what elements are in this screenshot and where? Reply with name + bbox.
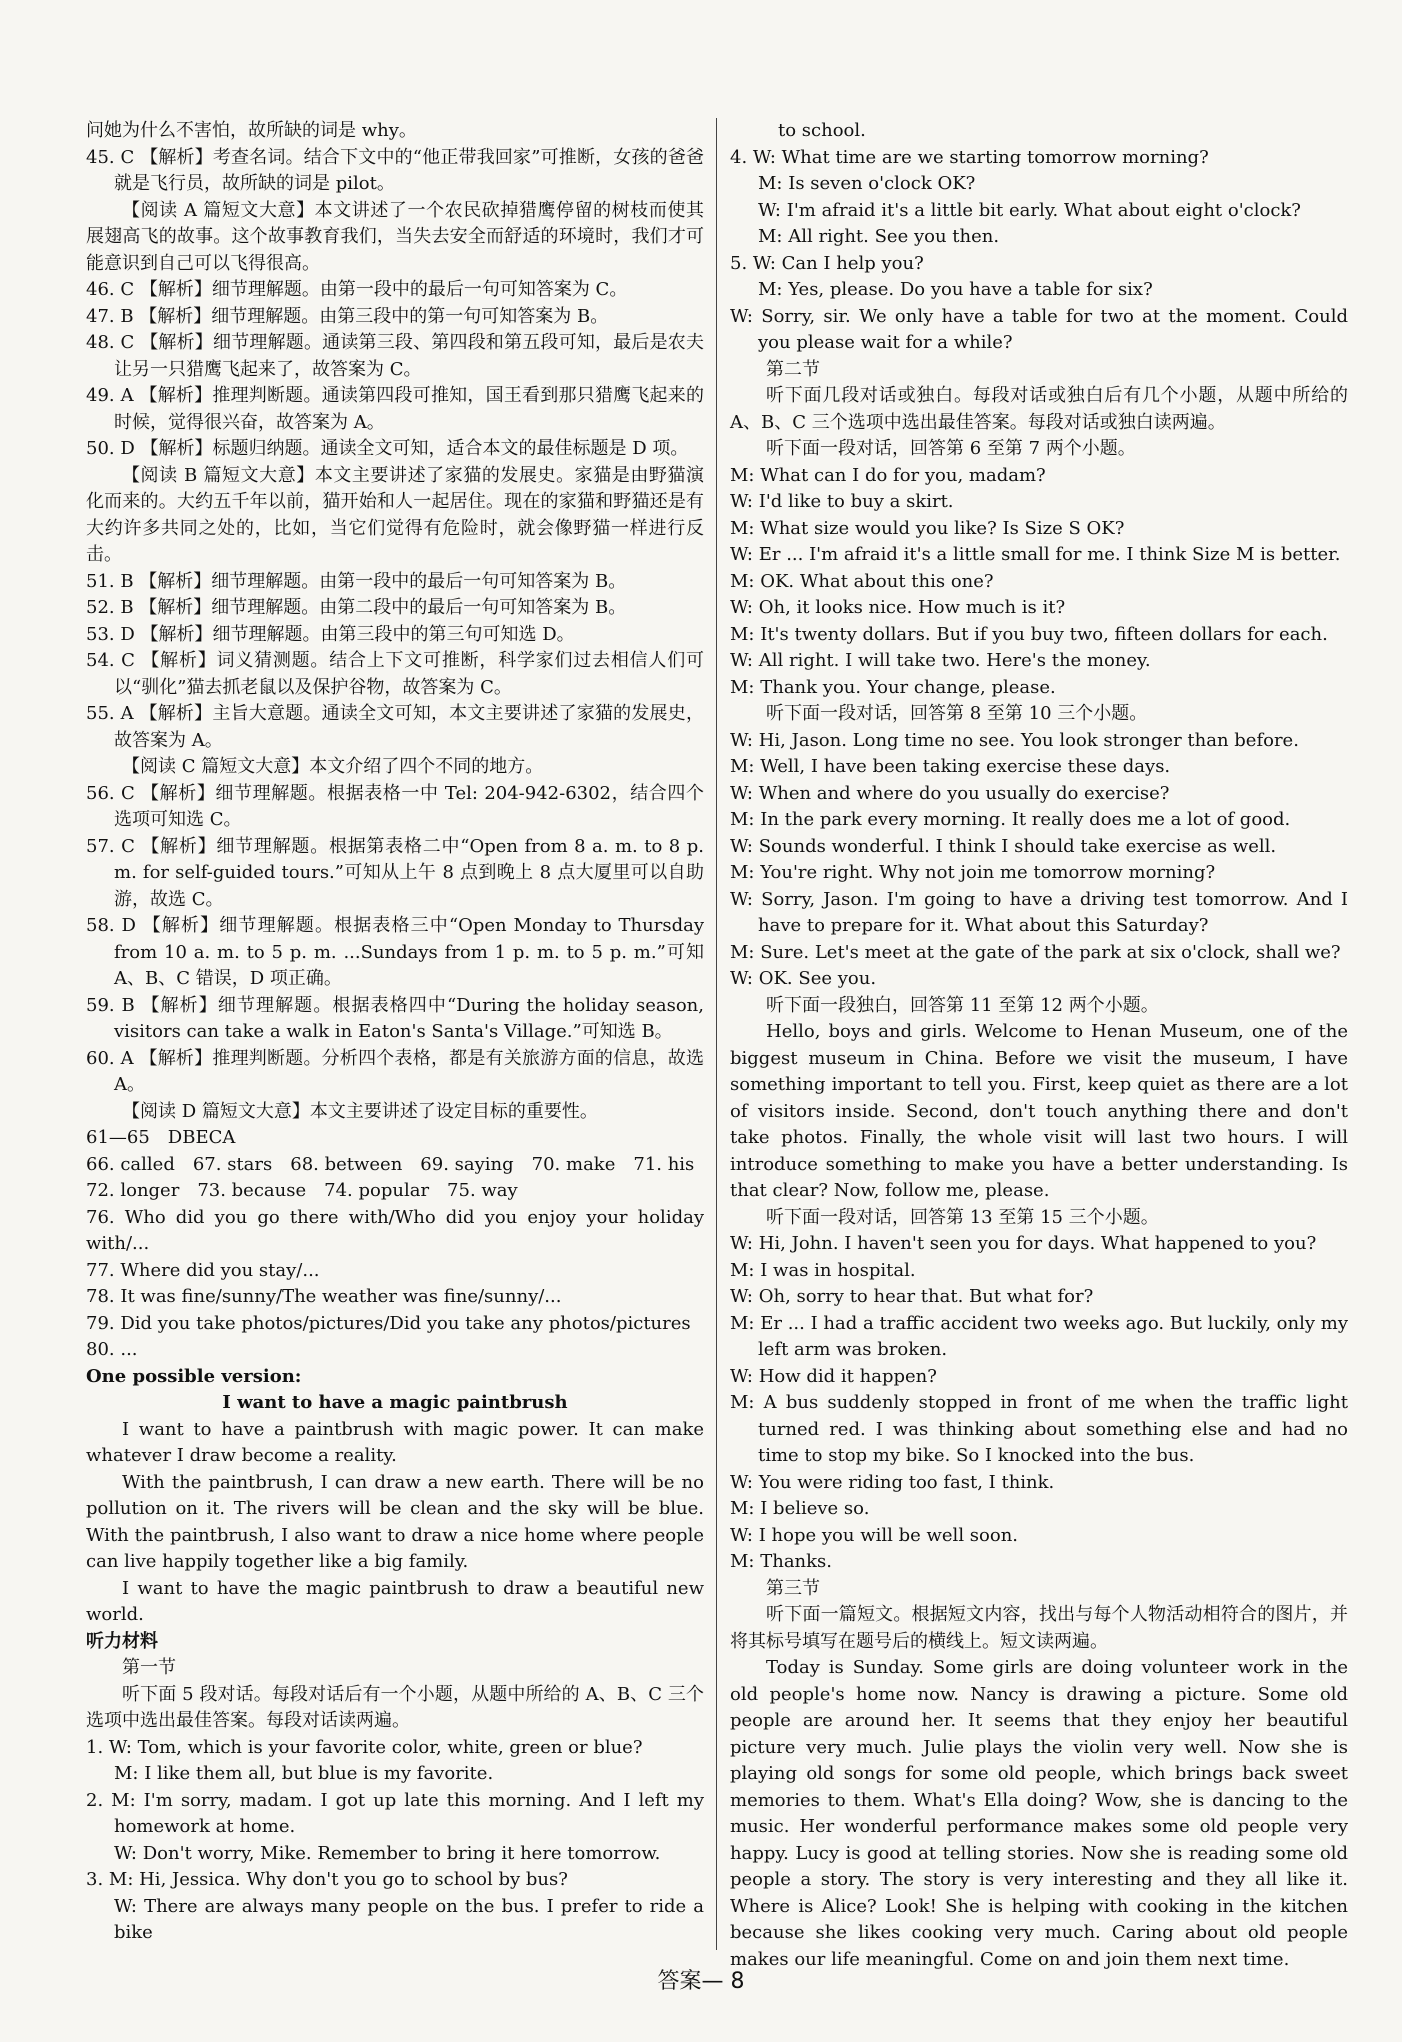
section-one-instructions: 听下面 5 段对话。每段对话后有一个小题，从题中所给的 A、B、C 三个选项中选出最佳答案。每段对话读两遍。: [86, 1683, 704, 1731]
answers-72-75: 72. longer 73. because 74. popular 75. way: [86, 1180, 518, 1201]
dialogue-line: W: You were riding too fast, I think.: [730, 1471, 1055, 1493]
essay-paragraph: I want to have the magic paintbrush to draw a beautiful new world.: [86, 1577, 704, 1625]
dialogue-line: M: Well, I have been taking exercise these days.: [730, 756, 1171, 777]
essay-paragraph: With the paintbrush, I can draw a new earth. There will be no pollution on it. The rivers will be clean and the sky will be blue. With the paintbrush, I also want to draw a nice home where people can live happily together like a big family.: [86, 1471, 704, 1572]
reading-b-summary: 【阅读 B 篇短文大意】本文主要讲述了家猫的发展史。家猫是由野猫演化而来的。大约五千年以前，猫开始和人一起居住。现在的家猫和野猫还是有大约许多共同之处的，比如，当它们觉得有危险时，就会像野猫一样进行反击。: [86, 464, 704, 565]
answer-76: 76. Who did you go there with/Who did you enjoy your holiday with/...: [86, 1206, 704, 1254]
dialogue-line: W: I hope you will be well soon.: [730, 1524, 1019, 1546]
answer-79: 79. Did you take photos/pictures/Did you take any photos/pictures: [86, 1312, 691, 1334]
section-three-heading: 第三节: [766, 1577, 820, 1599]
monologue-text: Hello, boys and girls. Welcome to Henan Museum, one of the biggest museum in China. Before we visit the museum, I have something important to tell you. First, keep quiet as there are a lot of visitors inside. Second, don't touch anything there and don't take photos. Finally, the whole visit will last two hours. I will introduce something to make you have a better understanding. Is that clear? Now, follow me, please.: [730, 1021, 1348, 1201]
dialogue-line: M: Thank you. Your change, please.: [730, 676, 1056, 698]
dialogue-line: M: Yes, please. Do you have a table for six?: [758, 279, 1153, 300]
dialogue-line: W: Oh, it looks nice. How much is it?: [730, 597, 1066, 618]
dialogue-line: W: Hi, Jason. Long time no see. You look stronger than before.: [730, 729, 1299, 751]
reading-a-summary: 【阅读 A 篇短文大意】本文讲述了一个农民砍掉猎鹰停留的树枝而使其展翅高飞的故事。这个故事教育我们，当失去安全而舒适的环境时，我们才可能意识到自己可以飞得很高。: [86, 199, 704, 274]
dialogue-line: M: Er ... I had a traffic accident two weeks ago. But luckily, only my left arm was broken.: [730, 1312, 1348, 1360]
answer-56: 56. C 【解析】细节理解题。根据表格一中 Tel: 204-942-6302，结合四个选项可知选 C。: [86, 782, 704, 830]
dialogue-line: M: It's twenty dollars. But if you buy two, fifteen dollars for each.: [730, 623, 1328, 645]
essay-paragraph: I want to have a paintbrush with magic power. It can make whatever I draw become a reality.: [86, 1418, 704, 1466]
answer-55: 55. A 【解析】主旨大意题。通读全文可知，本文主要讲述了家猫的发展史，故答案为 A。: [86, 703, 704, 751]
section-two-instructions: 听下面几段对话或独白。每段对话或独白后有几个小题，从题中所给的 A、B、C 三个选项中选出最佳答案。每段对话或独白读两遍。: [730, 385, 1348, 433]
answer-53: 53. D 【解析】细节理解题。由第三段中的第三句可知选 D。: [86, 623, 575, 645]
answer-80: 80. ...: [86, 1339, 138, 1360]
essay-title: I want to have a magic paintbrush: [222, 1392, 568, 1413]
answer-46: 46. C 【解析】细节理解题。由第一段中的最后一句可知答案为 C。: [86, 279, 628, 300]
dialogue-prompt: 听下面一段对话，回答第 8 至第 10 三个小题。: [766, 703, 1148, 724]
dialogue-line: M: I believe so.: [730, 1498, 870, 1519]
text-line: 问她为什么不害怕，故所缺的词是 why。: [86, 120, 417, 141]
answer-77: 77. Where did you stay/...: [86, 1259, 320, 1281]
dialogue-line: M: In the park every morning. It really does me a lot of good.: [730, 809, 1291, 830]
answer-51: 51. B 【解析】细节理解题。由第一段中的最后一句可知答案为 B。: [86, 570, 627, 592]
dialogue-line: to school.: [778, 120, 866, 141]
section-two-heading: 第二节: [766, 358, 820, 380]
dialogue-line: M: I like them all, but blue is my favorite.: [114, 1763, 494, 1784]
answer-47: 47. B 【解析】细节理解题。由第三段中的第一句可知答案为 B。: [86, 305, 609, 327]
dialogue-line: W: All right. I will take two. Here's the money.: [730, 650, 1151, 671]
answer-52: 52. B 【解析】细节理解题。由第二段中的最后一句可知答案为 B。: [86, 597, 627, 618]
answer-50: 50. D 【解析】标题归纳题。通读全文可知，适合本文的最佳标题是 D 项。: [86, 438, 689, 459]
dialogue-line: W: OK. See you.: [730, 968, 877, 989]
dialogue-prompt: 听下面一段对话，回答第 13 至第 15 三个小题。: [766, 1206, 1159, 1228]
section-one-heading: 第一节: [122, 1657, 176, 1678]
answers-66-71: 66. called 67. stars 68. between 69. saying 70. make 71. his: [86, 1153, 695, 1175]
dialogue-line: M: What size would you like? Is Size S OK?: [730, 517, 1125, 539]
passage-text: Today is Sunday. Some girls are doing volunteer work in the old people's home now. Nancy is drawing a picture. Some old people are around her. It seems that they enjoy her beautiful picture very much. Julie plays the violin very well. Now she is playing old songs for some old people, which brings back sweet memories to them. What's Ella doing? Wow, she is dancing to the music. Her wonderful performance makes some old people very happy. Lucy is good at telling stories. Now she is reading some old people a story. The story is very interesting and they all like it. Where is Alice? Look! She is helping with cooking in the kitchen because she likes cooking very much. Caring about old people makes our life meaningful. Come on and join them next time.: [730, 1657, 1348, 1970]
dialogue-line: 1. W: Tom, which is your favorite color, white, green or blue?: [86, 1736, 643, 1758]
dialogue-line: W: Er ... I'm afraid it's a little small for me. I think Size M is better.: [730, 544, 1341, 565]
section-three-instructions: 听下面一篇短文。根据短文内容，找出与每个人物活动相符合的图片，并将其标号填写在题号后的横线上。短文读两遍。: [730, 1604, 1348, 1652]
page-number: 答案— 8: [657, 1969, 745, 1994]
answer-60: 60. A 【解析】推理判断题。分析四个表格，都是有关旅游方面的信息，故选 A。: [86, 1047, 704, 1095]
dialogue-line: W: Sorry, Jason. I'm going to have a driving test tomorrow. And I have to prepare for it. What about this Saturday?: [730, 888, 1348, 936]
dialogue-line: W: Hi, John. I haven't seen you for days. What happened to you?: [730, 1233, 1317, 1254]
dialogue-line: M: Thanks.: [730, 1551, 833, 1572]
answer-45: 45. C 【解析】考查名词。结合下文中的“他正带我回家”可推断，女孩的爸爸就是飞行员，故所缺的词是 pilot。: [86, 146, 704, 194]
column-divider: [716, 118, 717, 1950]
answer-54: 54. C 【解析】词义猜测题。结合上下文可推断，科学家们过去相信人们可以“驯化”猫去抓老鼠以及保护谷物，故答案为 C。: [86, 650, 704, 698]
dialogue-line: 3. M: Hi, Jessica. Why don't you go to school by bus?: [86, 1869, 568, 1890]
answer-78: 78. It was fine/sunny/The weather was fine/sunny/...: [86, 1286, 562, 1307]
answer-49: 49. A 【解析】推理判断题。通读第四段可推知，国王看到那只猎鹰飞起来的时候，觉得很兴奋，故答案为 A。: [86, 385, 704, 433]
dialogue-line: W: Don't worry, Mike. Remember to bring it here tomorrow.: [114, 1842, 661, 1864]
right-column: [730, 118, 1348, 1973]
dialogue-line: W: Oh, sorry to hear that. But what for?: [730, 1286, 1094, 1307]
dialogue-line: 4. W: What time are we starting tomorrow morning?: [730, 146, 1209, 168]
reading-d-summary: 【阅读 D 篇短文大意】本文主要讲述了设定目标的重要性。: [122, 1100, 598, 1122]
listening-heading: 听力材料: [86, 1630, 158, 1652]
dialogue-line: 2. M: I'm sorry, madam. I got up late this morning. And I left my homework at home.: [86, 1789, 704, 1837]
dialogue-line: W: How did it happen?: [730, 1365, 937, 1387]
dialogue-prompt: 听下面一段对话，回答第 6 至第 7 两个小题。: [766, 438, 1136, 459]
dialogue-line: W: When and where do you usually do exercise?: [730, 782, 1170, 804]
dialogue-line: W: There are always many people on the bus. I prefer to ride a bike: [114, 1895, 704, 1943]
reading-c-summary: 【阅读 C 篇短文大意】本文介绍了四个不同的地方。: [122, 756, 544, 777]
dialogue-line: W: I'm afraid it's a little bit early. What about eight o'clock?: [758, 199, 1301, 221]
dialogue-line: W: Sorry, sir. We only have a table for two at the moment. Could you please wait for a while?: [730, 305, 1348, 353]
dialogue-line: M: A bus suddenly stopped in front of me when the traffic light turned red. I was thinking about something else and had no time to stop my bike. So I knocked into the bus.: [730, 1392, 1348, 1466]
dialogue-line: M: All right. See you then.: [758, 226, 1000, 247]
monologue-prompt: 听下面一段独白，回答第 11 至第 12 两个小题。: [766, 994, 1159, 1016]
dialogue-line: M: OK. What about this one?: [730, 570, 994, 592]
answer-59: 59. B 【解析】细节理解题。根据表格四中“During the holiday season, visitors can take a walk in Eaton's Santa's Village.”可知选 B。: [86, 994, 704, 1042]
dialogue-line: M: What can I do for you, madam?: [730, 464, 1046, 486]
dialogue-line: 5. W: Can I help you?: [730, 252, 924, 274]
dialogue-line: M: Sure. Let's meet at the gate of the park at six o'clock, shall we?: [730, 941, 1341, 963]
dialogue-line: W: I'd like to buy a skirt.: [730, 491, 954, 512]
dialogue-line: M: I was in hospital.: [730, 1259, 916, 1281]
dialogue-line: M: You're right. Why not join me tomorrow morning?: [730, 862, 1216, 883]
dialogue-line: M: Is seven o'clock OK?: [758, 173, 976, 194]
dialogue-line: W: Sounds wonderful. I think I should take exercise as well.: [730, 835, 1277, 857]
answer-58: 58. D 【解析】细节理解题。根据表格三中“Open Monday to Thursday from 10 a. m. to 5 p. m. ...Sundays from 1 p. m. to 5 p. m.”可知 A、B、C 错误，D 项正确。: [86, 915, 704, 989]
left-column: [86, 118, 704, 1947]
answer-48: 48. C 【解析】细节理解题。通读第三段、第四段和第五段可知，最后是农夫让另一只猎鹰飞起来了，故答案为 C。: [86, 332, 704, 380]
answers-61-65: 61—65 DBECA: [86, 1127, 236, 1148]
answer-57: 57. C 【解析】细节理解题。根据第表格二中“Open from 8 a. m. to 8 p. m. for self-guided tours.”可知从上午 8 点到晚上 8 点大厦里可以自助游，故选 C。: [86, 835, 704, 910]
sample-essay-label: One possible version:: [86, 1365, 302, 1387]
